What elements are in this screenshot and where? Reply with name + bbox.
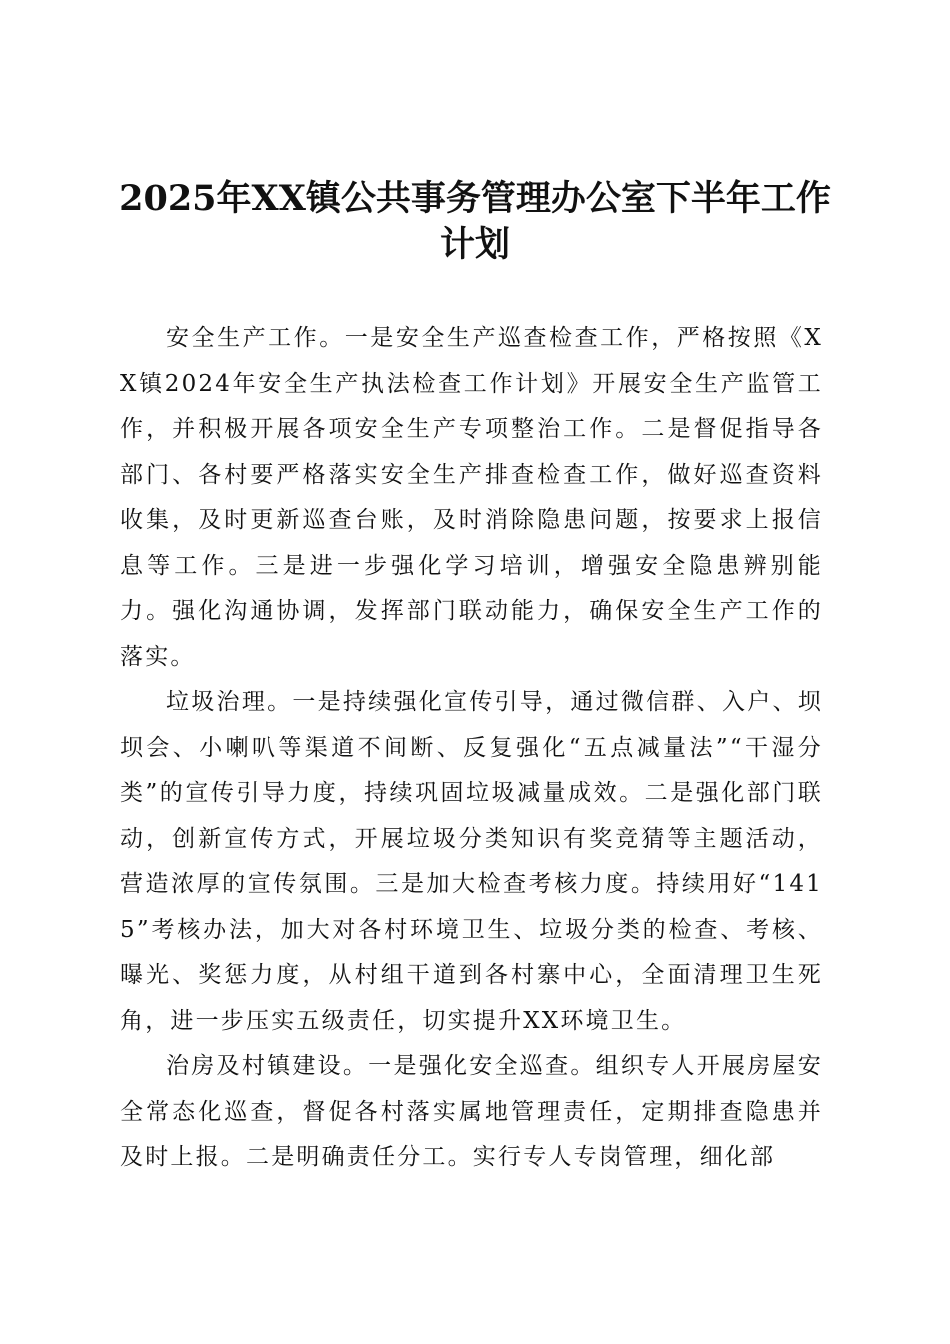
document-body [120,316,823,1181]
document-title: 2025年XX镇公共事务管理办公室下半年工作计划 [119,178,831,265]
paragraph-safety-production: 安全生产工作。一是安全生产巡查检查工作，严格按照《XX镇2024年安全生产执法检查工作计划》开展安全生产监管工作，并积极开展各项安全生产专项整治工作。二是督促指导各部门、各村要严格落实安全生产排查检查工作，做好巡查资料收集，及时更新巡查台账，及时消除隐患问题，按要求上报信息等工作。三是进一步强化学习培训，增强安全隐患辨别能力。强化沟通协调，发挥部门联动能力，确保安全生产工作的落实。 [120,325,823,670]
paragraph-housing-construction: 治房及村镇建设。一是强化安全巡查。组织专人开展房屋安全常态化巡查，督促各村落实属地管理责任，定期排查隐患并及时上报。二是明确责任分工。实行专人专岗管理，细化部 [120,1053,823,1170]
paragraph-garbage-treatment: 垃圾治理。一是持续强化宣传引导，通过微信群、入户、坝坝会、小喇叭等渠道不间断、反复强化“五点减量法”“干湿分类”的宣传引导力度，持续巩固垃圾减量成效。二是强化部门联动，创新宣传方式，开展垃圾分类知识有奖竞猜等主题活动，营造浓厚的宣传氛围。三是加大检查考核力度。持续用好“1415”考核办法，加大对各村环境卫生、垃圾分类的检查、考核、曝光、奖惩力度，从村组干道到各村寨中心，全面清理卫生死角，进一步压实五级责任，切实提升XX环境卫生。 [120,689,823,1034]
